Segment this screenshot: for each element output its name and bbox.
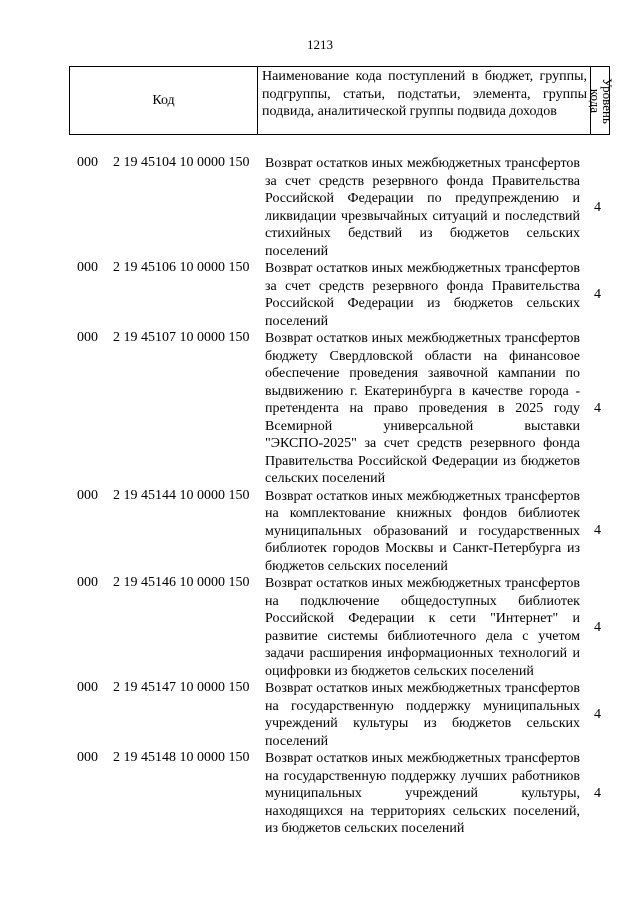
row-income-code: 2 19 45146 10 0000 150 <box>113 575 250 590</box>
row-name: Возврат остатков иных межбюджетных трансфертов на государственную поддержку лучших работников муниципальных учреждений культуры, находящихся на территориях сельских поселений, из бюджетов сельских поселений <box>265 751 580 836</box>
row-admin-code: 000 <box>77 750 98 765</box>
row-income-code: 2 19 45148 10 0000 150 <box>113 750 250 765</box>
row-level: 4 <box>594 707 601 722</box>
row-admin-code: 000 <box>77 260 98 275</box>
row-level: 4 <box>594 400 601 416</box>
row-level: 4 <box>594 785 601 801</box>
row-income-code: 2 19 45144 10 0000 150 <box>113 487 250 503</box>
table-row <box>0 680 640 750</box>
row-name: Возврат остатков иных межбюджетных трансфертов за счет средств резервного фонда Правительства Российской Федерации из бюджетов сельских поселений <box>265 261 580 329</box>
header-level-cell <box>587 67 615 134</box>
header-name-cell: Наименование кода поступлений в бюджет, группы, подгруппы, статьи, подстатьи, элемента, группы подвида, аналитической группы подвида доходов <box>258 67 591 134</box>
header-code-cell: Код <box>70 67 258 134</box>
table-row <box>0 155 640 260</box>
row-name: Возврат остатков иных межбюджетных трансфертов за счет средств резервного фонда Правительства Российской Федерации по предупреждению и ликвидации чрезвычайных ситуаций и последствий стихийных бедствий из бюджетов сельских поселений <box>265 156 580 259</box>
row-level: 4 <box>594 287 601 302</box>
row-name: Возврат остатков иных межбюджетных трансфертов бюджету Свердловской области на финансовое обеспечение проведения заявочной кампании по выдвижению г. Екатеринбурга в качестве города - претендента на право проведения в 2025 году Всемирной универсальной выставки "ЭКСПО-2025" за счет средств резервного фонда Правительства Российской Федерации из бюджетов сельских поселений <box>265 331 580 486</box>
row-level: 4 <box>594 199 601 215</box>
page-number: 1213 <box>307 37 333 52</box>
table-body <box>0 155 640 838</box>
row-level: 4 <box>594 619 601 635</box>
row-name: Возврат остатков иных межбюджетных трансфертов на комплектование книжных фондов библиотек муниципальных образований и государственных библиотек городов Москвы и Санкт-Петербурга из бюджетов сельских поселений <box>265 488 580 574</box>
row-admin-code: 000 <box>77 575 98 590</box>
row-admin-code: 000 <box>77 487 98 503</box>
row-level: 4 <box>594 523 601 539</box>
row-admin-code: 000 <box>77 155 98 170</box>
table-header <box>69 66 615 135</box>
header-level-label: Уровень кода <box>587 77 615 124</box>
row-admin-code: 000 <box>77 680 98 695</box>
table-row <box>0 575 640 680</box>
table-row <box>0 260 640 330</box>
table-row <box>0 330 640 488</box>
row-income-code: 2 19 45104 10 0000 150 <box>113 155 250 170</box>
row-income-code: 2 19 45107 10 0000 150 <box>113 330 250 345</box>
row-name: Возврат остатков иных межбюджетных трансфертов на государственную поддержку муниципальных учреждений культуры из бюджетов сельских поселений <box>265 681 580 749</box>
table-row <box>0 750 640 838</box>
row-name: Возврат остатков иных межбюджетных трансфертов на подключение общедоступных библиотек Российской Федерации к сети "Интернет" и развитие системы библиотечного дела с учетом задачи расширения информационных технологий и оцифровки из бюджетов сельских поселений <box>265 576 580 679</box>
row-income-code: 2 19 45106 10 0000 150 <box>113 260 250 275</box>
row-income-code: 2 19 45147 10 0000 150 <box>113 680 250 695</box>
row-admin-code: 000 <box>77 330 98 345</box>
table-row <box>0 488 640 576</box>
